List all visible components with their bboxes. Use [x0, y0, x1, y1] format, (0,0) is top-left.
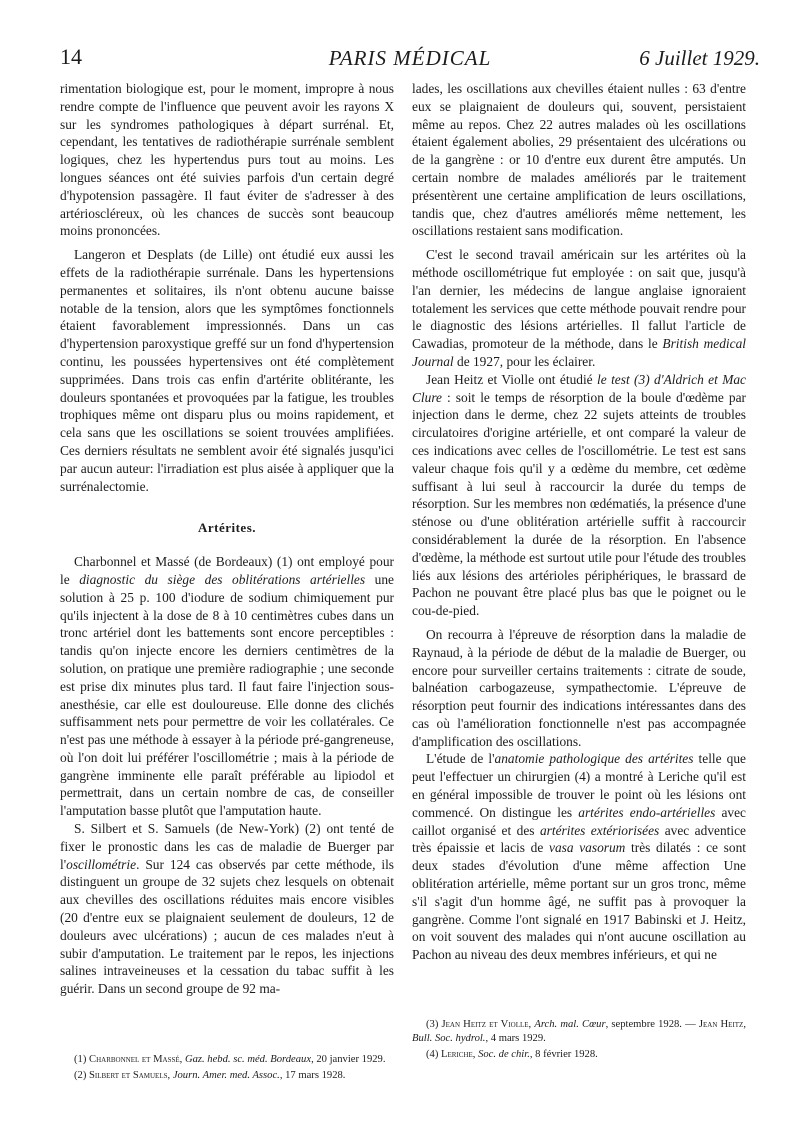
footnote: (1) Charbonnel et Massé, Gaz. hebd. sc. méd. Bordeaux, 20 janvier 1929. [74, 1054, 386, 1065]
paragraph: rimentation biologique est, pour le moment, impropre à nous rendre compte de l'influence que peuvent avoir les rayons X sur les syndromes pathologiques à départ surrénal. Et, cependant, les tentatives de radiothérapie surrénale semblent logiques, chez les hypertendus purs tout au moins. Les longues séances ont été suivies parfois d'un certain degré d'hypotension passagère. Il faut éviter de s'adresser à des artérioscléreux, où les chances de succès sont beaucoup moins prononcées. [60, 81, 394, 239]
footnotes-right [412, 1018, 746, 1064]
page-header [60, 44, 760, 80]
journal-title: PARIS MÉDICAL [328, 46, 492, 70]
paragraph: Charbonnel et Massé (de Bordeaux) (1) ont employé pour le diagnostic du siège des oblitérations artérielles une solution à 25 p. 100 d'iodure de sodium chimiquement pur qu'ils injectent à la dose de 8 à 10 centimètres cubes dans un tronc artériel dont les battements sont encore perceptibles : tandis qu'on injecte encore les derniers centimètres de la solution, on pratique une première radiographie ; une seconde est prise dix minutes plus tard. Il faut faire l'injection sous-anesthésie, car elle est douloureuse. Elle donne des clichés suffisamment nets pour permettre de voir les collatérales. Ce n'est pas une méthode à essayer à la période pré-gangreneuse, où l'on doit lui préférer l'oscillométrie ; mais à la période de gangrène imminente elle paraît préférable au lipiodol et permettrait, dans un certain nombre de cas, de conseiller l'amputation basse plutôt que l'amputation haute. [60, 554, 394, 819]
footnote: (3) Jean Heitz et Violle, Arch. mal. Cœur, septembre 1928. — Jean Heitz, Bull. Soc. hydrol., 4 mars 1929. [412, 1019, 746, 1044]
page-number: 14 [60, 44, 82, 69]
right-column [412, 80, 746, 964]
paragraph: L'étude de l'anatomie pathologique des artérites telle que peut l'effectuer un chirurgien (4) a montré à Leriche qu'il est en général impossible de trouver le point où les lésions ont commencé. On distingue les artérites endo-artérielles avec caillot organisé et des artérites extériorisées avec adventice très épaissie et lacis de vasa vasorum très dilatés : ce sont deux stades d'évolution d'une même affection Une oblitération artérielle, même portant sur un gros tronc, même s'il s'agit d'un homme âgé, ne suffit pas à provoquer la gangrène. Comme l'ont signalé en 1917 Babinski et J. Heitz, on voit souvent des malades qui n'ont aucune oscillation au Pachon au niveau des deux membres inférieurs, et qui ne [412, 751, 746, 963]
footnote: (2) Silbert et Samuels, Journ. Amer. med. Assoc., 17 mars 1928. [74, 1070, 346, 1081]
paragraph: On recourra à l'épreuve de résorption dans la maladie de Raynaud, à la période de début de la maladie de Buerger, ou encore pour surveiller certains traitements : citrate de soude, balnéation carbogazeuse, sympathectomie. L'épreuve de résorption peut fournir des indications intéressantes dans des cas où l'amélioration fonctionnelle n'est pas accompagnée d'amplification des oscillations. [412, 626, 746, 749]
paragraph: Langeron et Desplats (de Lille) ont étudié eux aussi les effets de la radiothérapie surrénale. Dans les hypertensions permanentes et solitaires, ils n'ont obtenu aucune baisse notable de la tension, alors que les symptômes fonctionnels étaient favorablement impressionnés. Dans un cas d'hypertension paroxystique greffé sur un fond d'hypertension continu, les poussées hypertensives ont été complètement supprimées. Dans trois cas enfin d'artérite oblitérante, les douleurs spontanées et provoquées par la fatigue, les troubles trophiques même ont disparu plus ou moins rapidement, et cela sans que les oscillations se soient trouvées amplifiées. Ces derniers résultats ne semblent avoir été signalés jusqu'ici par aucun auteur: l'irradiation est plus aisée à appliquer que la surrénalectomie. [60, 247, 394, 494]
paragraph: lades, les oscillations aux chevilles étaient nulles : 63 d'entre eux se plaignaient de douleurs qui, souvent, persistaient même au repos. Chez 22 autres malades où les oscillations étaient également abolies, 29 présentaient des ulcérations ou de la gangrène : or 10 d'entre eux durent être amputés. Un certain nombre de malades améliorés par le traitement présentèrent une certaine amplification de leurs oscillations, tandis que, chez d'autres améliorés même nettement, les oscillations restaient sans modification. [412, 81, 746, 239]
section-title: Artérites. [197, 520, 257, 536]
paragraph: S. Silbert et S. Samuels (de New-York) (2) ont tenté de fixer le pronostic dans les cas de maladie de Buerger par l'oscillométrie. Sur 124 cas observés par cette méthode, ils distinguent un groupe de 32 sujets chez lesquels on obtenait aux chevilles des oscillations réduites mais encore visibles (20 d'entre eux se plaignaient seulement de douleurs, 12 de douleurs avec ulcérations) ; aucun de ces malades n'eut à subir d'amputation. Le traitement par le repos, les injections salines intraveineuses et la cessation du tabac suffit à les guérir. Dans un second groupe de 92 ma- [60, 821, 394, 997]
issue-date: 6 Juillet 1929. [639, 46, 760, 70]
paragraph: Jean Heitz et Violle ont étudié le test (3) d'Aldrich et Mac Clure : soit le temps de résorption de la boule d'œdème par injection dans le derme, chez 22 sujets atteints de troubles circulatoires d'origine artérielle, et ont comparé la valeur de ces indications avec celles de l'oscillométrie. Le test est sans valeur chaque fois qu'il y a œdème du membre, cet œdème suffisant à lui seul à raccourcir la durée du temps de résorption. Sur les membres non œdématiés, la présence d'une sténose ou d'une oblitération artérielle suffit à raccourcir considérablement la durée de la résorption. En l'absence d'œdème, la méthode est surtout utile pour l'étude des troubles liés aux lésions des artérioles périphériques, le brassard de Pachon ne pouvant être placé plus bas que le poignet ou le cou-de-pied. [412, 371, 746, 619]
footnotes-left [60, 1053, 394, 1085]
paragraph: C'est le second travail américain sur les artérites où la méthode oscillométrique fut employée : on sait que, jusqu'à l'an dernier, les médecins de langue anglaise ignoraient totalement les services que cette méthode pouvait rendre pour le diagnostic des lésions artérielles. Il fallut l'article de Cawadias, promoteur de la méthode, dans le British medical Journal de 1927, pour les éclairer. [412, 247, 746, 369]
footnote: (4) Leriche, Soc. de chir., 8 février 1928. [426, 1049, 598, 1060]
left-column [60, 80, 394, 998]
